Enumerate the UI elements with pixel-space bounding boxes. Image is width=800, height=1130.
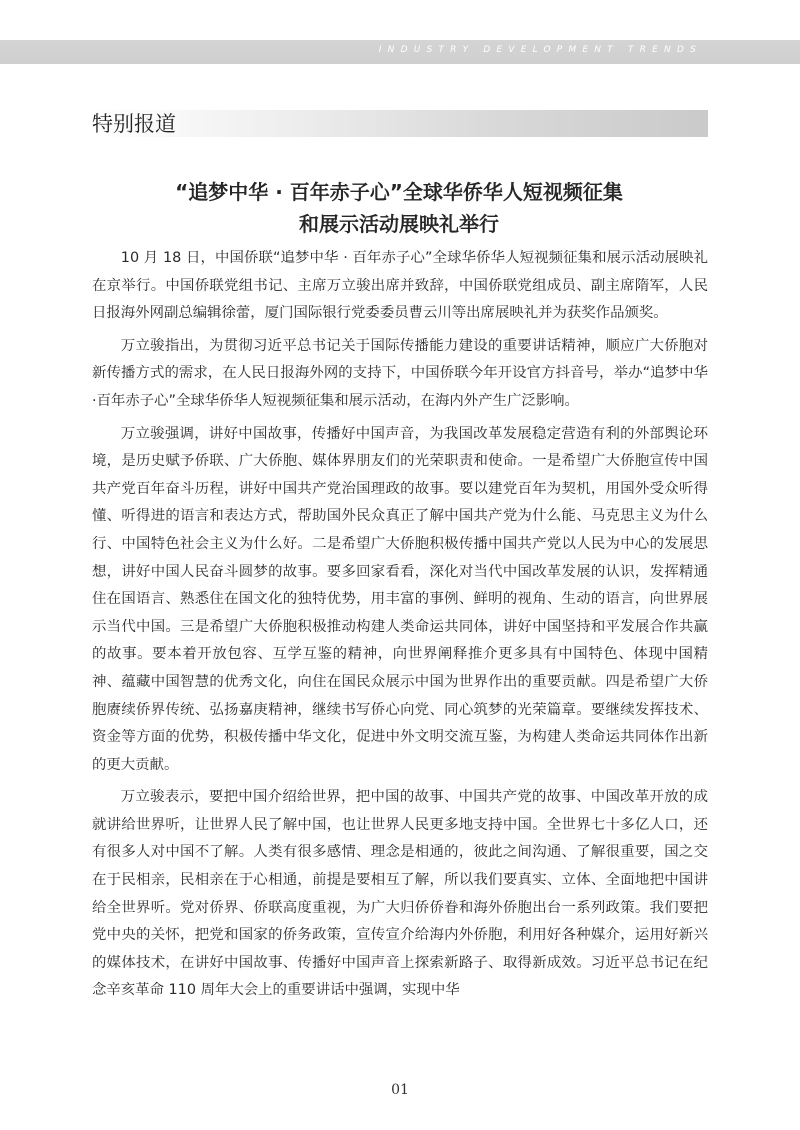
article-title-line-2: 和展示活动展映礼举行: [299, 212, 499, 236]
article-paragraph: 万立骏表示，要把中国介绍给世界，把中国的故事、中国共产党的故事、中国改革开放的成就讲给世界听，让世界人民了解中国，也让世界人民更多地支持中国。全世界七十多亿人口，还有很多人对中国不了解。人类有很多感情、理念是相通的，彼此之间沟通、了解很重要，国之交在于民相亲，民相亲在于心相通，前提是要相互了解，所以我们要真实、立体、全面地把中国讲给全世界听。党对侨界、侨联高度重视，为广大归侨侨眷和海外侨胞出台一系列政策。我们要把党中央的关怀，把党和国家的侨务政策，宣传宣介给海内外侨胞，利用好各种媒介，运用好新兴的媒体技术，在讲好中国故事、传播好中国声音上探索新路子、取得新成效。习近平总书记在纪念辛亥革命 110 周年大会上的重要讲话中强调，实现中华: [92, 789, 708, 999]
page-number: 01: [391, 1082, 409, 1098]
article-paragraph: 万立骏指出，为贯彻习近平总书记关于国际传播能力建设的重要讲话精神，顺应广大侨胞对新传播方式的需求，在人民日报海外网的支持下，中国侨联今年开设官方抖音号，举办“追梦中华·百年赤子心”全球华侨华人短视频征集和展示活动，在海内外产生广泛影响。: [92, 337, 708, 409]
running-header-title: INDUSTRY DEVELOPMENT TRENDS: [378, 45, 702, 55]
section-label-bar: [90, 110, 708, 137]
section-label: 特别报道: [92, 112, 176, 136]
article-paragraph: 万立骏强调，讲好中国故事，传播好中国声音，为我国改革发展稳定营造有利的外部舆论环境，是历史赋予侨联、广大侨胞、媒体界朋友们的光荣职责和使命。一是希望广大侨胞宣传中国共产党百年奋斗历程，讲好中国共产党治国理政的故事。要以建党百年为契机，用国外受众听得懂、听得进的语言和表达方式，帮助国外民众真正了解中国共产党为什么能、马克思主义为什么行、中国特色社会主义为什么好。二是希望广大侨胞积极传播中国共产党以人民为中心的发展思想，讲好中国人民奋斗圆梦的故事。要多回家看看，深化对当代中国改革发展的认识，发挥精通住在国语言、熟悉住在国文化的独特优势，用丰富的事例、鲜明的视角、生动的语言，向世界展示当代中国。三是希望广大侨胞积极推动构建人类命运共同体，讲好中国坚持和平发展合作共赢的故事。要本着开放包容、互学互鉴的精神，向世界阐释推介更多具有中国特色、体现中国精神、蕴藏中国智慧的优秀文化，向住在国民众展示中国为世界作出的重要贡献。四是希望广大侨胞赓续侨界传统、弘扬嘉庚精神，继续书写侨心向党、同心筑梦的光荣篇章。要继续发挥技术、资金等方面的优势，积极传播中华文化，促进中外文明交流互鉴，为构建人类命运共同体作出新的更大贡献。: [92, 425, 708, 773]
article-paragraph: 10 月 18 日，中国侨联“追梦中华 · 百年赤子心”全球华侨华人短视频征集和展示活动展映礼在京举行。中国侨联党组书记、主席万立骏出席并致辞，中国侨联党组成员、副主席隋军，人民日报海外网副总编辑徐蕾，厦门国际银行党委委员曹云川等出席展映礼并为获奖作品颁奖。: [92, 250, 708, 322]
article-body: [92, 245, 708, 1010]
article-title-line-1: “追梦中华 · 百年赤子心”全球华侨华人短视频征集: [175, 180, 623, 204]
